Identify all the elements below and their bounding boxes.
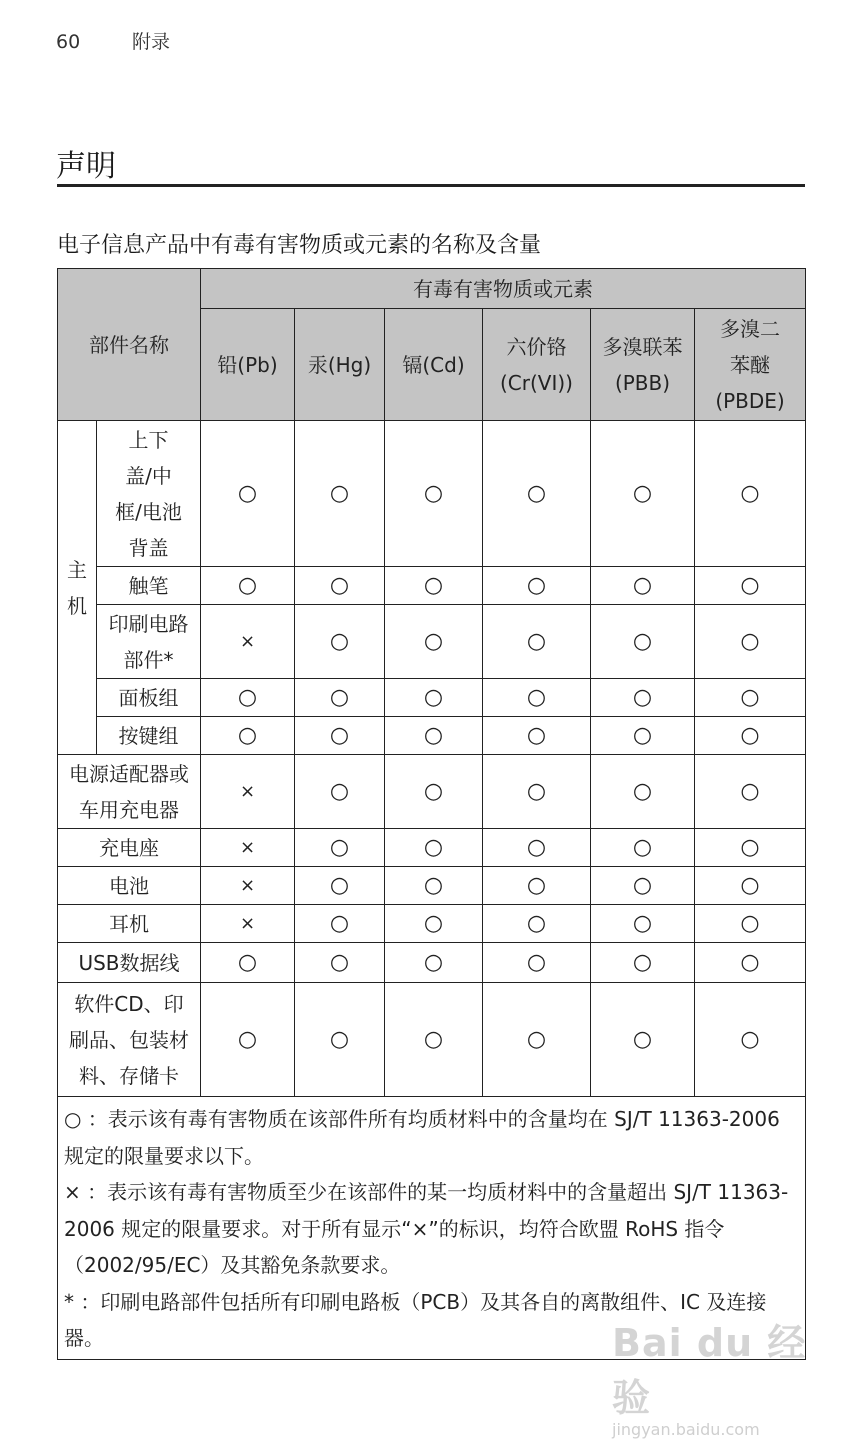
compliant-mark: ○ <box>483 679 591 717</box>
compliant-mark: ○ <box>385 829 483 867</box>
compliant-mark: ○ <box>695 867 806 905</box>
table-row <box>58 567 806 605</box>
compliant-mark: ○ <box>295 829 385 867</box>
exceeds-mark: × <box>201 605 295 679</box>
note-line: * ：印刷电路部件包括所有印刷电路板（PCB）及其各自的离散组件、IC 及连接器。 <box>64 1289 767 1350</box>
compliant-mark: ○ <box>591 755 695 829</box>
compliant-mark: ○ <box>483 943 591 983</box>
compliant-mark: ○ <box>385 567 483 605</box>
compliant-mark: ○ <box>591 717 695 755</box>
column-header: 汞(Hg) <box>295 309 385 421</box>
part-name: 充电座 <box>58 829 201 867</box>
table-row <box>58 605 806 679</box>
table-row <box>58 867 806 905</box>
baidu-watermark <box>612 1312 808 1439</box>
compliant-mark: ○ <box>483 905 591 943</box>
compliant-mark: ○ <box>591 943 695 983</box>
part-name: 电源适配器或 车用充电器 <box>58 755 201 829</box>
part-name: 触笔 <box>97 567 201 605</box>
part-name: 面板组 <box>97 679 201 717</box>
table-caption: 电子信息产品中有毒有害物质或元素的名称及含量 <box>57 233 542 258</box>
compliant-mark: ○ <box>385 905 483 943</box>
compliant-mark: ○ <box>483 983 591 1097</box>
table-row <box>58 943 806 983</box>
compliant-mark: ○ <box>695 421 806 567</box>
column-header: 多溴二 苯醚 (PBDE) <box>695 309 806 421</box>
compliant-mark: ○ <box>591 567 695 605</box>
compliant-mark: ○ <box>295 605 385 679</box>
compliant-mark: ○ <box>695 567 806 605</box>
watermark-url: jingyan.baidu.com <box>612 1420 760 1439</box>
compliant-mark: ○ <box>295 943 385 983</box>
table-row <box>58 829 806 867</box>
compliant-mark: ○ <box>695 905 806 943</box>
compliant-mark: ○ <box>201 717 295 755</box>
compliant-mark: ○ <box>385 679 483 717</box>
part-name: 电池 <box>58 867 201 905</box>
compliant-mark: ○ <box>591 905 695 943</box>
compliant-mark: ○ <box>483 717 591 755</box>
section-name: 附录 <box>132 31 171 53</box>
compliant-mark: ○ <box>201 421 295 567</box>
compliant-mark: ○ <box>295 867 385 905</box>
column-header: 铅(Pb) <box>201 309 295 421</box>
compliant-mark: ○ <box>385 867 483 905</box>
exceeds-mark: × <box>201 755 295 829</box>
table-row <box>58 755 806 829</box>
part-name: 按键组 <box>97 717 201 755</box>
compliant-mark: ○ <box>385 421 483 567</box>
compliant-mark: ○ <box>695 983 806 1097</box>
compliant-mark: ○ <box>591 867 695 905</box>
part-name: 耳机 <box>58 905 201 943</box>
table-row <box>58 421 806 567</box>
compliant-mark: ○ <box>385 983 483 1097</box>
note-line: ○ ：表示该有毒有害物质在该部件所有均质材料中的含量均在 SJ/T 11363-2006 规定的限量要求以下。 <box>64 1107 780 1168</box>
table-row <box>58 717 806 755</box>
compliant-mark: ○ <box>295 717 385 755</box>
compliant-mark: ○ <box>295 679 385 717</box>
compliant-mark: ○ <box>695 755 806 829</box>
compliant-mark: ○ <box>591 605 695 679</box>
compliant-mark: ○ <box>385 755 483 829</box>
compliant-mark: ○ <box>591 421 695 567</box>
table-row <box>58 983 806 1097</box>
compliant-mark: ○ <box>591 983 695 1097</box>
compliant-mark: ○ <box>201 679 295 717</box>
table-row <box>58 905 806 943</box>
column-header: 镉(Cd) <box>385 309 483 421</box>
part-name: USB数据线 <box>58 943 201 983</box>
compliant-mark: ○ <box>483 567 591 605</box>
compliant-mark: ○ <box>201 567 295 605</box>
title-divider <box>57 184 805 187</box>
compliant-mark: ○ <box>483 829 591 867</box>
part-name: 印刷电路 部件* <box>97 605 201 679</box>
page-title: 声明 <box>56 149 116 184</box>
compliant-mark: ○ <box>483 867 591 905</box>
page-header <box>56 27 170 54</box>
compliant-mark: ○ <box>385 717 483 755</box>
part-name-header: 部件名称 <box>58 269 201 421</box>
compliant-mark: ○ <box>201 983 295 1097</box>
compliant-mark: ○ <box>591 829 695 867</box>
part-name: 软件CD、印 刷品、包装材 料、存储卡 <box>58 983 201 1097</box>
compliant-mark: ○ <box>695 943 806 983</box>
compliant-mark: ○ <box>591 679 695 717</box>
table-row <box>58 679 806 717</box>
host-group-label: 主 机 <box>58 421 97 755</box>
compliant-mark: ○ <box>385 943 483 983</box>
part-name: 上下 盖/中 框/电池 背盖 <box>97 421 201 567</box>
compliant-mark: ○ <box>483 605 591 679</box>
exceeds-mark: × <box>201 905 295 943</box>
compliant-mark: ○ <box>695 829 806 867</box>
watermark-logo: Bai du 经验 <box>612 1321 807 1420</box>
substances-header: 有毒有害物质或元素 <box>201 269 806 309</box>
compliant-mark: ○ <box>295 983 385 1097</box>
compliant-mark: ○ <box>295 905 385 943</box>
compliant-mark: ○ <box>695 717 806 755</box>
exceeds-mark: × <box>201 867 295 905</box>
column-header: 多溴联苯 (PBB) <box>591 309 695 421</box>
compliant-mark: ○ <box>695 605 806 679</box>
compliant-mark: ○ <box>483 755 591 829</box>
compliant-mark: ○ <box>295 567 385 605</box>
compliant-mark: ○ <box>295 421 385 567</box>
compliant-mark: ○ <box>695 679 806 717</box>
compliant-mark: ○ <box>483 421 591 567</box>
compliant-mark: ○ <box>295 755 385 829</box>
hazardous-substances-table <box>57 268 806 1360</box>
exceeds-mark: × <box>201 829 295 867</box>
compliant-mark: ○ <box>385 605 483 679</box>
note-line: × ：表示该有毒有害物质至少在该部件的某一均质材料中的含量超出 SJ/T 11363-2006 规定的限量要求。对于所有显示“×”的标识，均符合欧盟 RoHS 指令（2002/95/EC）及其豁免条款要求。 <box>64 1180 789 1277</box>
page-number: 60 <box>56 31 81 53</box>
compliant-mark: ○ <box>201 943 295 983</box>
column-header: 六价铬 (Cr(VI)) <box>483 309 591 421</box>
